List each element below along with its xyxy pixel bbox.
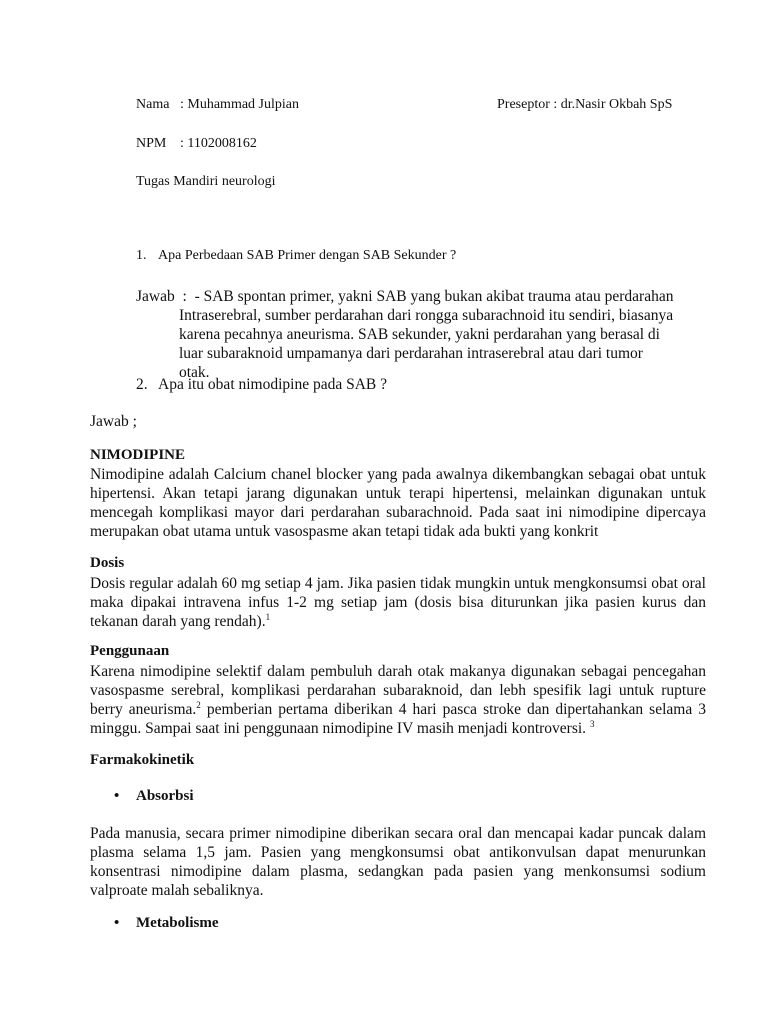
penggunaan-footnote-ref-3: 3 <box>589 718 595 729</box>
dosis-text: Dosis regular adalah 60 mg setiap 4 jam. Jika pasien tidak mungkin untuk mengkonsumsi obat oral maka dipakai intravena infus 1-2 mg setiap jam (dosis bisa diturunkan jika pasien kurus dan tekanan darah yang rendah). <box>90 575 706 630</box>
npm-value: : 1102008162 <box>180 136 257 151</box>
absorbsi-paragraph: Pada manusia, secara primer nimodipine diberikan secara oral dan mencapai kadar puncak dalam plasma selama 1,5 jam. Pasien yang mengkonsumsi obat antikonvulsan dapat menurunkan konsentrasi nimodipine dalam plasma, sedangkan pada pasien yang menkonsumsi sodium valproate malah sebaliknya. <box>90 825 706 899</box>
q1-text: Apa Perbedaan SAB Primer dengan SAB Sekunder ? <box>158 248 457 263</box>
penggunaan-footnote-ref-2: 2 <box>196 699 201 710</box>
nama-label: Nama <box>136 97 170 112</box>
penggunaan-text-a: Karena nimodipine selektif dalam pembuluh darah otak makanya digunakan sebagai pencegahan vasospasme serebral, komplikasi perdarahan subaraknoid, dan lebh spesifik lagi untuk rupture berry aneurisma. <box>90 663 706 718</box>
q2-number: 2. <box>136 376 148 393</box>
dosis-heading: Dosis <box>90 555 125 571</box>
bullet-icon: • <box>114 915 120 931</box>
nimodipine-heading: NIMODIPINE <box>90 447 186 463</box>
penggunaan-text-b: pemberian pertama diberikan 4 hari pasca stroke dan dipertahankan selama 3 minggu. Sampai saat ini penggunaan nimodipine IV masih menjadi kontroversi. <box>90 701 706 737</box>
jawab-label: Jawab ; <box>90 413 137 430</box>
dosis-paragraph <box>90 574 706 631</box>
nama-value: : Muhammad Julpian <box>180 97 299 112</box>
q1-answer-rest: Intraserebral, sumber perdarahan dari rongga subarachnoid itu sendiri, biasanya karena pecahnya aneurisma. SAB sekunder, yakni perdarahan yang berasal di luar subaraknoid umpamanya dari perdarahan intraserebral atau dari tumor otak. <box>179 307 674 381</box>
preseptor-text: Preseptor : dr.Nasir Okbah SpS <box>497 97 673 112</box>
metabolisme-heading: Metabolisme <box>136 915 219 931</box>
nimodipine-paragraph: Nimodipine adalah Calcium chanel blocker yang pada awalnya dikembangkan sebagai obat untuk hipertensi. Akan tetapi jarang digunakan untuk terapi hipertensi, melainkan digunakan untuk mencegah komplikasi mayor dari perdarahan subarachnoid. Pada saat ini nimodipine dipercaya merupakan obat utama untuk vasospasme akan tetapi tidak ada bukti yang konkrit <box>90 466 706 540</box>
bullet-icon: • <box>114 788 120 804</box>
farmakokinetik-heading: Farmakokinetik <box>90 752 195 768</box>
q1-answer <box>136 287 676 382</box>
penggunaan-heading: Penggunaan <box>90 643 170 659</box>
q1-answer-sep: : <box>182 288 187 305</box>
q1-answer-line1: - SAB spontan primer, yakni SAB yang bukan akibat trauma atau perdarahan <box>194 288 674 305</box>
q1-answer-label: Jawab <box>136 288 175 305</box>
tugas-title: Tugas Mandiri neurologi <box>136 174 276 189</box>
q1-number: 1. <box>136 248 147 263</box>
dosis-footnote-ref: 1 <box>265 611 271 622</box>
absorbsi-heading: Absorbsi <box>136 788 194 804</box>
q2-text: Apa itu obat nimodipine pada SAB ? <box>158 376 388 393</box>
npm-label: NPM <box>136 136 167 151</box>
penggunaan-paragraph <box>90 662 706 738</box>
